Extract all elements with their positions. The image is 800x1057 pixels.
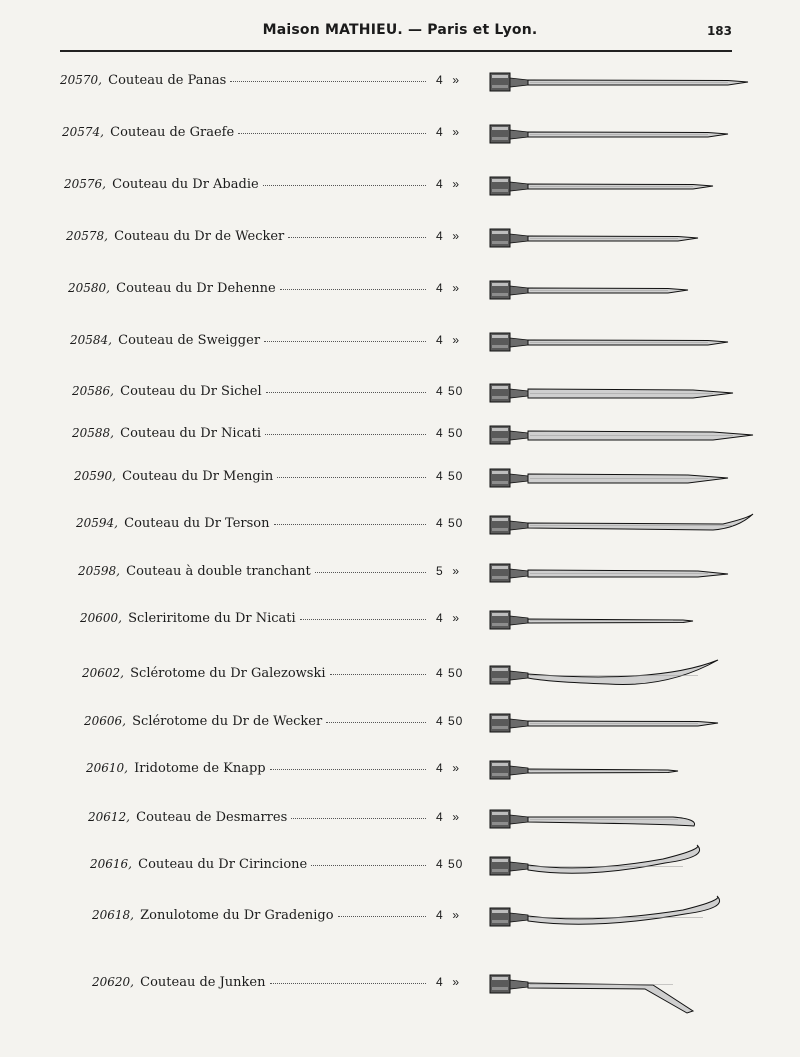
angled-knife-icon	[488, 961, 707, 1021]
item-price: 4 50	[436, 714, 464, 728]
item-price: 4 »	[436, 125, 461, 139]
dot-leader	[270, 982, 426, 984]
item-price: 4 50	[436, 384, 464, 398]
item-price: 4 50	[436, 666, 464, 680]
item-price: 4 »	[436, 229, 461, 243]
item-name: Sclérotome du Dr Galezowski	[126, 666, 326, 681]
item-price: 5 »	[436, 564, 461, 578]
catalog-item	[68, 273, 740, 303]
dot-leader	[264, 340, 426, 342]
item-reference-number: 20574,	[62, 125, 104, 139]
item-price: 4 50	[436, 426, 464, 440]
thin-knife-icon	[488, 597, 707, 657]
item-description	[72, 376, 472, 406]
catalog-item	[84, 706, 740, 736]
dot-leader	[311, 864, 426, 866]
item-description	[88, 802, 488, 832]
item-reference-number: 20576,	[64, 177, 106, 191]
page-title: Maison MATHIEU. — Paris et Lyon.	[262, 22, 538, 38]
item-description	[78, 556, 478, 586]
straight-knife-icon	[488, 59, 762, 119]
catalog-item	[78, 556, 740, 586]
item-description	[74, 461, 474, 491]
item-price: 4 »	[436, 333, 461, 347]
dot-leader	[277, 476, 426, 478]
dot-leader	[288, 236, 426, 238]
item-name: Couteau du Dr Dehenne	[112, 281, 276, 296]
dot-leader	[265, 433, 426, 435]
dot-leader	[330, 673, 426, 675]
catalog-item	[60, 65, 740, 95]
dot-leader	[300, 618, 426, 620]
item-description	[68, 273, 468, 303]
item-reference-number: 20602,	[82, 666, 124, 680]
item-name: Couteau du Dr Abadie	[108, 177, 259, 192]
straight-knife-icon	[488, 267, 702, 327]
item-reference-number: 20578,	[66, 229, 108, 243]
catalog-item	[80, 603, 740, 633]
catalog-item	[86, 753, 740, 783]
item-name: Couteau du Dr Cirincione	[134, 857, 308, 872]
item-description	[82, 658, 482, 688]
item-name: Couteau du Dr Sichel	[116, 384, 262, 399]
dot-leader	[315, 571, 426, 573]
item-price: 4 »	[436, 281, 461, 295]
item-reference-number: 20606,	[84, 714, 126, 728]
catalog-item	[90, 849, 740, 879]
dot-leader	[266, 391, 426, 393]
item-name: Couteau de Sweigger	[114, 333, 261, 348]
item-name: Couteau de Graefe	[106, 125, 235, 140]
item-reference-number: 20620,	[92, 975, 134, 989]
dot-leader	[291, 817, 426, 819]
item-price: 4 50	[436, 469, 464, 483]
item-reference-number: 20594,	[76, 516, 118, 530]
catalog-item	[82, 658, 740, 688]
item-price: 4 »	[436, 761, 461, 775]
item-price: 4 »	[436, 975, 461, 989]
item-price: 4 »	[436, 908, 461, 922]
dot-leader	[338, 915, 426, 917]
straight-knife-icon	[488, 111, 742, 171]
item-description	[86, 753, 486, 783]
dot-leader	[326, 721, 426, 723]
catalog-item	[72, 376, 740, 406]
dot-leader	[270, 768, 426, 770]
item-price: 4 »	[436, 73, 461, 87]
item-reference-number: 20570,	[60, 73, 102, 87]
catalog-item	[70, 325, 740, 355]
item-description	[90, 849, 490, 879]
item-price: 4 50	[436, 516, 464, 530]
item-name: Sclérotome du Dr de Wecker	[128, 714, 323, 729]
item-name: Couteau du Dr Nicati	[116, 426, 261, 441]
item-description	[72, 418, 472, 448]
item-name: Couteau de Panas	[104, 73, 227, 88]
item-price: 4 50	[436, 857, 464, 871]
item-price: 4 »	[436, 810, 461, 824]
item-description	[64, 169, 464, 199]
catalog-item	[76, 508, 740, 538]
item-name: Scleriritome du Dr Nicati	[124, 611, 296, 626]
item-description	[76, 508, 476, 538]
item-reference-number: 20618,	[92, 908, 134, 922]
dot-leader	[238, 132, 426, 134]
item-description	[92, 900, 492, 930]
straight-knife-icon	[488, 163, 727, 223]
item-description	[66, 221, 466, 251]
item-description	[92, 967, 492, 997]
catalog-item	[64, 169, 740, 199]
item-name: Couteau de Desmarres	[132, 810, 288, 825]
page-number: 183	[706, 24, 732, 38]
catalog-item	[92, 900, 740, 930]
item-reference-number: 20586,	[72, 384, 114, 398]
item-reference-number: 20590,	[74, 469, 116, 483]
item-description	[60, 65, 460, 95]
item-name: Couteau du Dr Terson	[120, 516, 270, 531]
item-reference-number: 20600,	[80, 611, 122, 625]
catalog-item	[74, 461, 740, 491]
item-reference-number: 20612,	[88, 810, 130, 824]
dot-leader	[230, 80, 426, 82]
dot-leader	[263, 184, 426, 186]
item-name: Couteau du Dr Mengin	[118, 469, 274, 484]
item-reference-number: 20598,	[78, 564, 120, 578]
item-description	[84, 706, 484, 736]
item-price: 4 »	[436, 177, 461, 191]
item-reference-number: 20610,	[86, 761, 128, 775]
item-reference-number: 20584,	[70, 333, 112, 347]
item-reference-number: 20580,	[68, 281, 110, 295]
item-name: Zonulotome du Dr Gradenigo	[136, 908, 334, 923]
item-description	[70, 325, 470, 355]
item-price: 4 »	[436, 611, 461, 625]
dot-leader	[280, 288, 426, 290]
item-reference-number: 20616,	[90, 857, 132, 871]
catalog-item	[72, 418, 740, 448]
item-name: Couteau du Dr de Wecker	[110, 229, 285, 244]
hooked-knife-icon	[488, 894, 737, 954]
item-description	[62, 117, 462, 147]
item-name: Iridotome de Knapp	[130, 761, 266, 776]
item-name: Couteau à double tranchant	[122, 564, 311, 579]
item-description	[80, 603, 480, 633]
catalog-item	[62, 117, 740, 147]
straight-knife-icon	[488, 215, 712, 275]
catalog-item	[92, 967, 740, 997]
item-name: Couteau de Junken	[136, 975, 266, 990]
dot-leader	[274, 523, 426, 525]
catalog-item	[88, 802, 740, 832]
item-reference-number: 20588,	[72, 426, 114, 440]
catalog-item	[66, 221, 740, 251]
